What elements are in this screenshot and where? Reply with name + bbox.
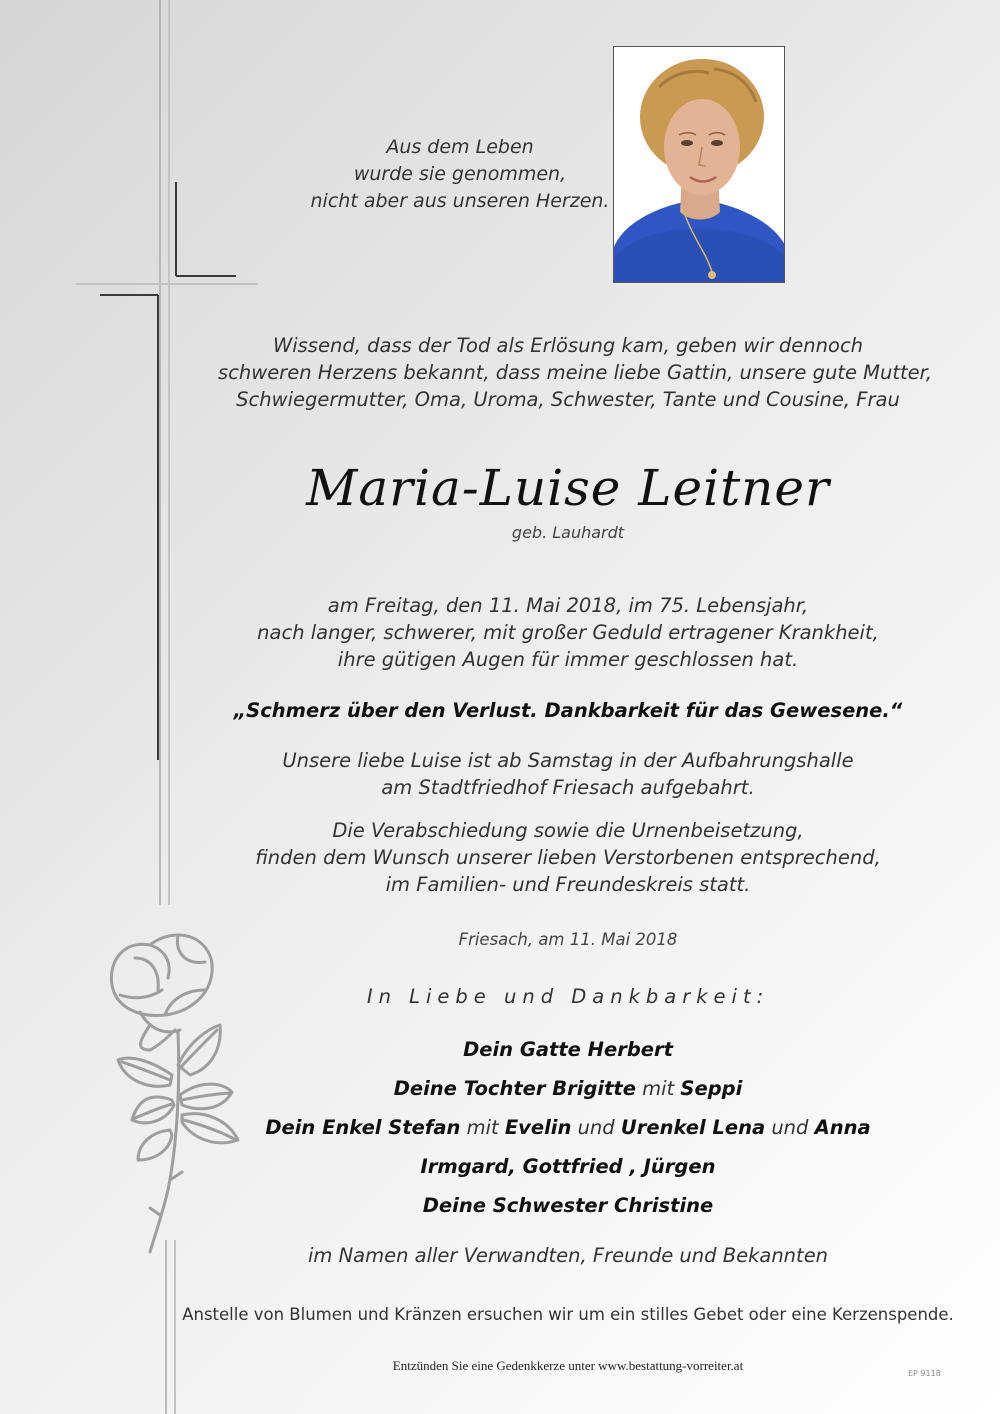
mourner-row xyxy=(218,1147,918,1186)
connector-word: mit xyxy=(642,1077,675,1100)
portrait-illustration xyxy=(614,47,785,283)
mourner-row xyxy=(218,1030,918,1069)
mourner-row xyxy=(218,1186,918,1225)
mourner-name: Irmgard, Gottfried , Jürgen xyxy=(420,1155,716,1178)
mourners-list xyxy=(218,1030,918,1225)
relatives-line: im Namen aller Verwandten, Freunde und Bekannten xyxy=(307,1244,829,1267)
mourner-name: Dein Enkel Stefan xyxy=(265,1116,461,1139)
intro-line: schweren Herzens bekannt, dass meine liebe Gattin, unsere gute Mutter, xyxy=(218,361,933,384)
connector-word: und xyxy=(577,1116,615,1139)
lying-line: Unsere liebe Luise ist ab Samstag in der Aufbahrungshalle xyxy=(282,749,854,772)
love-heading: In Liebe und Dankbarkeit: xyxy=(366,985,770,1008)
place-date: Friesach, am 11. Mai 2018 xyxy=(458,930,678,949)
intro-line: Wissend, dass der Tod als Erlösung kam, geben wir dennoch xyxy=(272,334,864,357)
death-line: am Freitag, den 11. Mai 2018, im 75. Lebensjahr, xyxy=(327,594,809,617)
mourner-row xyxy=(218,1069,918,1108)
connector-word: und xyxy=(771,1116,809,1139)
lying-line: am Stadtfriedhof Friesach aufgebahrt. xyxy=(381,776,755,799)
mourner-row xyxy=(218,1108,918,1147)
motto-line: wurde sie genommen, xyxy=(353,163,567,185)
mourner-name: Anna xyxy=(814,1116,871,1139)
motto xyxy=(300,134,620,215)
donation-request: Anstelle von Blumen und Kränzen ersuchen wir um ein stilles Gebet oder eine Kerzenspende. xyxy=(182,1305,954,1324)
farewell-notice xyxy=(218,817,918,898)
portrait-photo xyxy=(613,46,785,283)
announcement-intro xyxy=(218,332,933,413)
birth-name: geb. Lauhardt xyxy=(511,523,625,542)
mourner-name: Evelin xyxy=(504,1116,572,1139)
website-note: Entzünden Sie eine Gedenkkerze unter www.bestattung-vorreiter.at xyxy=(392,1358,744,1373)
motto-line: Aus dem Leben xyxy=(386,136,534,158)
lying-in-state-notice xyxy=(218,747,918,801)
death-notice xyxy=(218,592,918,673)
death-line: nach langer, schwerer, mit großer Geduld ertragener Krankheit, xyxy=(257,621,879,644)
intro-line: Schwiegermutter, Oma, Uroma, Schwester, Tante und Cousine, Frau xyxy=(236,388,900,411)
farewell-line: Die Verabschiedung sowie die Urnenbeisetzung, xyxy=(332,819,804,842)
motto-line: nicht aber aus unseren Herzen. xyxy=(310,190,610,212)
death-line: ihre gütigen Augen für immer geschlossen hat. xyxy=(337,648,799,671)
farewell-line: finden dem Wunsch unserer lieben Verstorbenen entsprechend, xyxy=(255,846,881,869)
template-code: EP 9118 xyxy=(908,1369,941,1378)
deceased-name: Maria-Luise Leitner xyxy=(306,459,830,517)
connector-word: mit xyxy=(466,1116,499,1139)
mourner-name: Deine Tochter Brigitte xyxy=(393,1077,636,1100)
mourner-name: Urenkel Lena xyxy=(620,1116,766,1139)
mourner-name: Deine Schwester Christine xyxy=(422,1194,714,1217)
mourner-name: Dein Gatte Herbert xyxy=(463,1038,673,1061)
farewell-line: im Familien- und Freundeskreis statt. xyxy=(385,873,751,896)
memorial-quote: „Schmerz über den Verlust. Dankbarkeit für das Gewesene.“ xyxy=(233,699,903,722)
mourner-name: Seppi xyxy=(680,1077,743,1100)
